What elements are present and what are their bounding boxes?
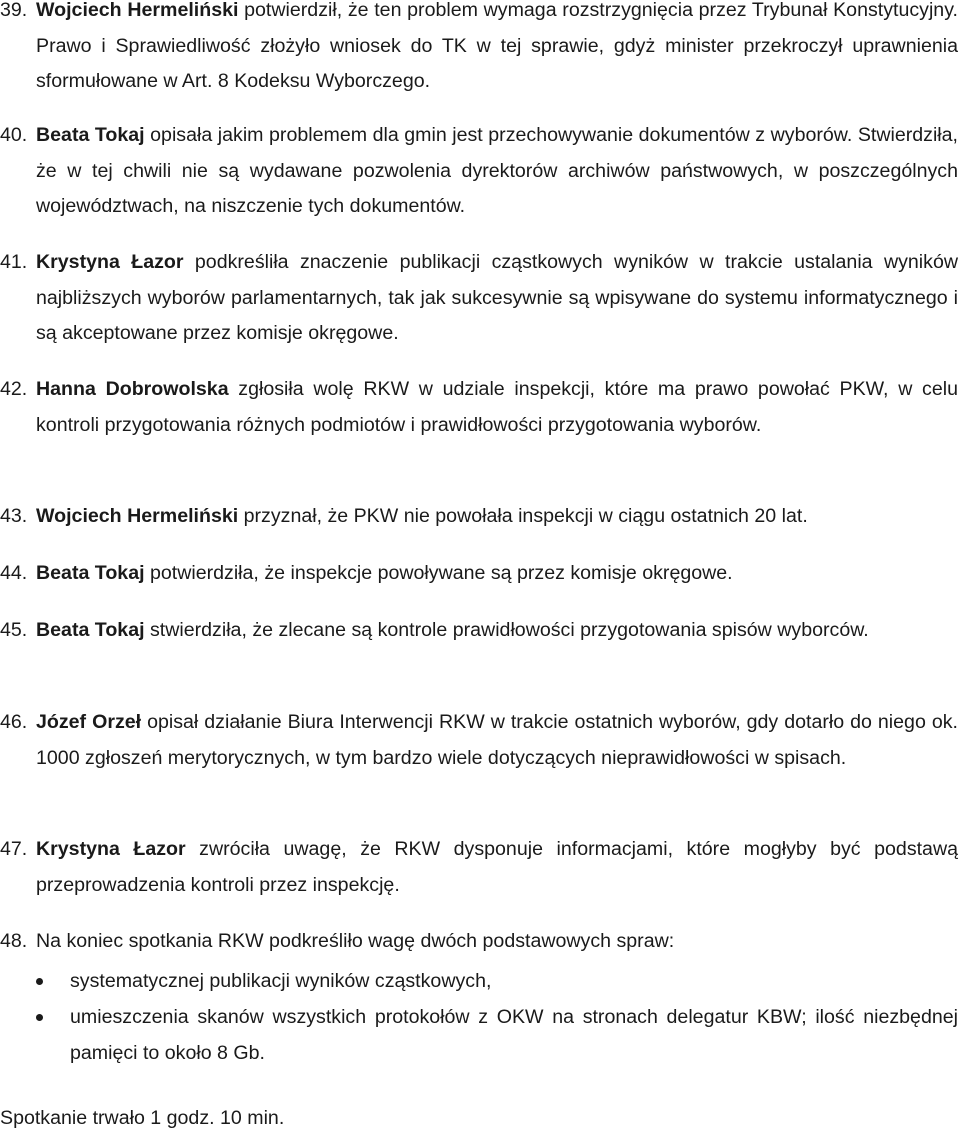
item-text: opisał działanie Biura Interwencji RKW w trakcie ostatnich wyborów, gdy dotarło do niego ok. 1000 zgłoszeń merytorycznych, w tym bardzo wiele dotyczących nieprawidłowości w spisach. xyxy=(36,711,958,769)
item-text: zgłosiła wolę RKW w udziale inspekcji, które ma prawo powołać PKW, w celu kontroli przygotowania różnych podmiotów i prawidłowości przygotowania wyborów. xyxy=(36,378,958,436)
speaker-name: Beata Tokaj xyxy=(36,124,145,146)
list-item-39 xyxy=(0,0,958,100)
speaker-name: Hanna Dobrowolska xyxy=(36,378,229,400)
item-number: 42. xyxy=(0,378,28,400)
bullet-item xyxy=(0,1000,958,1071)
item-number: 44. xyxy=(0,562,28,584)
bullet-item xyxy=(0,964,958,1000)
item-text: zwróciła uwagę, że RKW dysponuje informacjami, które mogłyby być podstawą przeprowadzenia kontroli przez inspekcję. xyxy=(36,838,959,896)
speaker-name: Krystyna Łazor xyxy=(36,251,184,273)
item-body xyxy=(36,832,958,903)
item-number: 47. xyxy=(0,838,28,860)
list-item-40 xyxy=(0,118,958,225)
item-body xyxy=(36,924,958,960)
list-item-48 xyxy=(0,924,958,960)
item-number: 48. xyxy=(0,930,28,952)
list-item-42 xyxy=(0,372,958,443)
speaker-name: Wojciech Hermeliński xyxy=(36,505,239,527)
item-text: Na koniec spotkania RKW podkreśliło wagę dwóch podstawowych spraw: xyxy=(36,930,675,952)
item-text: podkreśliła znaczenie publikacji cząstkowych wyników w trakcie ustalania wyników najbliższych wyborów parlamentarnych, tak jak sukcesywnie są wpisywane do systemu informatycznego i są akceptowane przez komisje okręgowe. xyxy=(36,251,959,344)
list-item-47 xyxy=(0,832,958,903)
list-item-46 xyxy=(0,705,958,776)
item-text: stwierdziła, że zlecane są kontrole prawidłowości przygotowania spisów wyborców. xyxy=(144,619,869,641)
speaker-name: Józef Orzeł xyxy=(36,711,142,733)
item-number: 45. xyxy=(0,619,28,641)
item-body xyxy=(36,372,958,443)
bullet-text: umieszczenia skanów wszystkich protokołów z OKW na stronach delegatur KBW; ilość niezbędnej pamięci to około 8 Gb. xyxy=(70,1006,958,1064)
item-number: 41. xyxy=(0,251,28,273)
list-item-44 xyxy=(0,556,958,592)
item-body xyxy=(36,0,958,100)
item-body xyxy=(36,499,958,535)
speaker-name: Beata Tokaj xyxy=(36,562,145,584)
meeting-duration-note: Spotkanie trwało 1 godz. 10 min. xyxy=(0,1107,285,1129)
item-text: przyznał, że PKW nie powołała inspekcji w ciągu ostatnich 20 lat. xyxy=(238,505,808,527)
list-item-45 xyxy=(0,613,958,649)
item-text: potwierdził, że ten problem wymaga rozstrzygnięcia przez Trybunał Konstytucyjny. Prawo i Sprawiedliwość złożyło wniosek do TK w tej sprawie, gdyż minister przekroczył uprawnienia sformułowane w Art. 8 Kodeksu Wyborczego. xyxy=(36,0,958,92)
item-number: 46. xyxy=(0,711,28,733)
item-number: 43. xyxy=(0,505,28,527)
item-text: opisała jakim problemem dla gmin jest przechowywanie dokumentów z wyborów. Stwierdziła, że w tej chwili nie są wydawane pozwolenia dyrektorów archiwów państwowych, w poszczególnych województwach, na niszczenie tych dokumentów. xyxy=(36,124,959,217)
item-body xyxy=(36,556,958,592)
item-body xyxy=(36,245,958,352)
item-body xyxy=(36,118,958,225)
item-number: 40. xyxy=(0,124,28,146)
bullet-text: systematycznej publikacji wyników cząstkowych, xyxy=(70,970,492,992)
speaker-name: Krystyna Łazor xyxy=(36,838,186,860)
item-body xyxy=(36,613,958,649)
item-text: potwierdziła, że inspekcje powoływane są przez komisje okręgowe. xyxy=(144,562,733,584)
list-item-43 xyxy=(0,499,958,535)
item-body xyxy=(36,705,958,776)
item-number: 39. xyxy=(0,0,28,21)
list-item-41 xyxy=(0,245,958,352)
speaker-name: Wojciech Hermeliński xyxy=(36,0,239,21)
speaker-name: Beata Tokaj xyxy=(36,619,145,641)
